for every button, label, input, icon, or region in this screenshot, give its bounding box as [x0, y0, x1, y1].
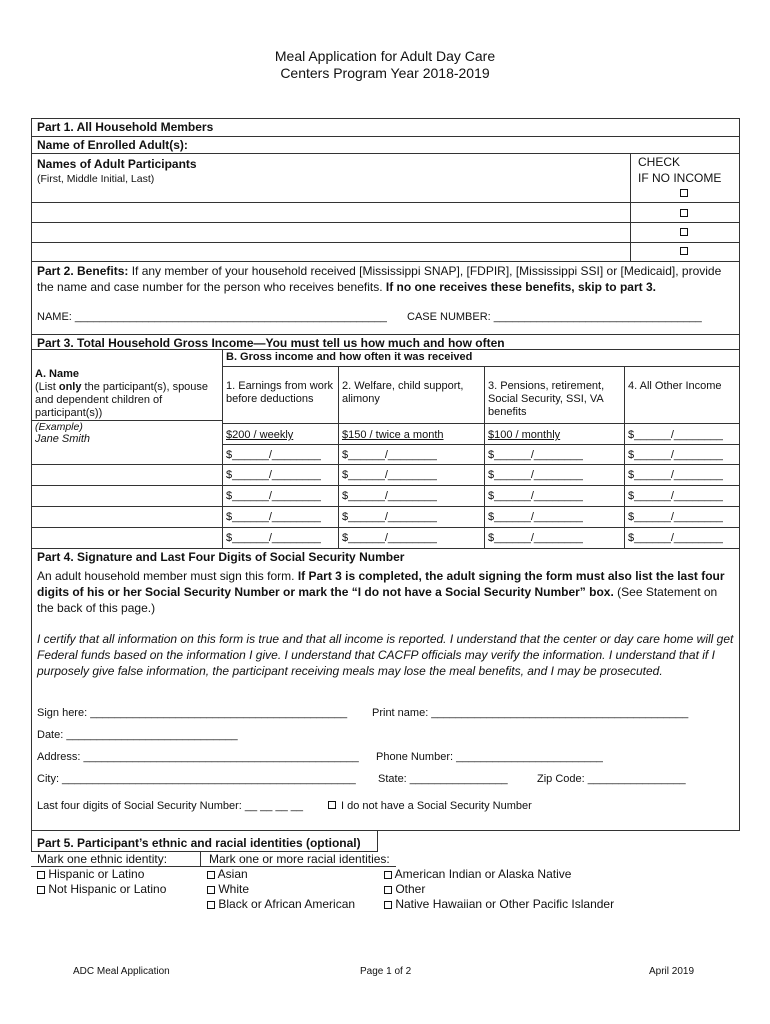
- income-field-r5-c2[interactable]: $______/________: [342, 532, 437, 544]
- participant-name-field-2[interactable]: [32, 223, 629, 241]
- no-ssn-label: I do not have a Social Security Number: [341, 800, 532, 812]
- part2-heading: Part 2. Benefits:: [37, 264, 129, 278]
- race-option-black[interactable]: Black or African American: [207, 897, 355, 911]
- income-field-r1-c4[interactable]: $______/________: [628, 449, 723, 461]
- checkbox-icon: [207, 871, 215, 879]
- income-field-r5-c3[interactable]: $______/________: [488, 532, 583, 544]
- phone-field[interactable]: Phone Number: ________________________: [376, 751, 603, 763]
- no-income-checkbox-1[interactable]: [680, 189, 688, 197]
- income-field-r4-c3[interactable]: $______/________: [488, 511, 583, 523]
- no-ssn-checkbox[interactable]: [328, 801, 336, 809]
- footer-left: ADC Meal Application: [73, 966, 170, 977]
- case-number-field[interactable]: CASE NUMBER: __________________________________: [407, 311, 702, 323]
- date-field[interactable]: Date: ____________________________: [37, 729, 238, 741]
- zip-field[interactable]: Zip Code: ________________: [537, 773, 686, 785]
- income-field-r2-c2[interactable]: $______/________: [342, 469, 437, 481]
- participant-name-field-1[interactable]: [32, 203, 629, 221]
- income-field-r3-c2[interactable]: $______/________: [342, 490, 437, 502]
- income-field-r4-c2[interactable]: $______/________: [342, 511, 437, 523]
- income-header-welfare: 2. Welfare, child support, alimony: [342, 380, 464, 405]
- part4-intro: An adult household member must sign this form. If Part 3 is completed, the adult signing the form must also list the last four digits of his or her Social Security Number or mark the “I do not have a Social Security Number” box. (See Statement on the back of this page.): [37, 569, 725, 615]
- city-field[interactable]: City: ________________________________________________: [37, 773, 356, 785]
- part2-body: If any member of your household received [Mississippi SNAP], [FDPIR], [Mississippi SSI] or [Medicaid], provide the name and case number for the person who receives benefits.: [37, 264, 722, 294]
- names-sublabel: (First, Middle Initial, Last): [37, 173, 155, 185]
- enrolled-label: Name of Enrolled Adult(s):: [37, 138, 188, 152]
- income-field-r5-c1[interactable]: $______/________: [226, 532, 321, 544]
- racial-label: Mark one or more racial identities:: [209, 852, 390, 866]
- form-title-line1: Meal Application for Adult Day Care: [274, 48, 496, 64]
- part1-heading: Part 1. All Household Members: [37, 120, 214, 134]
- income-field-r2-c3[interactable]: $______/________: [488, 469, 583, 481]
- example-name: Jane Smith: [35, 433, 91, 445]
- state-field[interactable]: State: ________________: [378, 773, 508, 785]
- names-label: Names of Adult Participants: [37, 157, 197, 171]
- income-field-r2-c4[interactable]: $______/________: [628, 469, 723, 481]
- col-a-sub: (List only the participant(s), spouse and dependent children of participant(s)): [35, 381, 209, 419]
- income-header-other: 4. All Other Income: [628, 380, 722, 392]
- sign-field[interactable]: Sign here: __________________________________________: [37, 707, 348, 719]
- checkbox-icon: [37, 871, 45, 879]
- part4-heading: Part 4. Signature and Last Four Digits of Social Security Number: [37, 550, 405, 564]
- col-b-heading: B. Gross income and how often it was received: [226, 351, 473, 363]
- part2-skip-note: If no one receives these benefits, skip to part 3.: [385, 280, 656, 294]
- example-label: (Example): [35, 421, 83, 433]
- benefit-name-field[interactable]: NAME: ___________________________________________________: [37, 311, 387, 323]
- part2-text: [37, 263, 732, 295]
- checkbox-icon: [384, 886, 392, 894]
- example-other: $______/________: [628, 429, 723, 441]
- ethnic-option-not-hispanic[interactable]: Not Hispanic or Latino: [37, 882, 166, 896]
- footer-page: Page 1 of 2: [360, 966, 412, 977]
- race-option-american-indian[interactable]: American Indian or Alaska Native: [384, 867, 571, 881]
- no-income-checkbox-3[interactable]: [680, 228, 688, 236]
- no-income-checkbox-4[interactable]: [680, 247, 688, 255]
- race-option-native-hawaiian[interactable]: Native Hawaiian or Other Pacific Islander: [384, 897, 614, 911]
- print-name-field[interactable]: Print name: __________________________________________: [372, 707, 689, 719]
- ethnic-label: Mark one ethnic identity:: [37, 852, 168, 866]
- income-field-r5-c4[interactable]: $______/________: [628, 532, 723, 544]
- part5-heading: Part 5. Participant’s ethnic and racial identities (optional): [37, 836, 361, 850]
- income-field-r1-c3[interactable]: $______/________: [488, 449, 583, 461]
- check-label-1: CHECK: [638, 155, 681, 169]
- check-label-2: IF NO INCOME: [638, 171, 722, 185]
- certification-statement: I certify that all information on this form is true and that all income is reported. I understand that the center or day care home will get Federal funds based on the information I give. I understand that CACFP officials may verify the information. I understand that if I purposely give false information, the participant receiving meals may lose the meal benefits, and I may be prosecuted.: [37, 632, 734, 678]
- ssn-field[interactable]: Last four digits of Social Security Number: __ __ __ __: [37, 800, 303, 812]
- checkbox-icon: [384, 871, 392, 879]
- income-field-r3-c3[interactable]: $______/________: [488, 490, 583, 502]
- income-field-r4-c1[interactable]: $______/________: [226, 511, 321, 523]
- checkbox-icon: [207, 901, 215, 909]
- checkbox-icon: [384, 901, 392, 909]
- participant-name-field-3[interactable]: [32, 243, 629, 260]
- col-a-heading: A. Name: [35, 368, 80, 380]
- income-field-r1-c2[interactable]: $______/________: [342, 449, 437, 461]
- checkbox-icon: [37, 886, 45, 894]
- income-header-earnings: 1. Earnings from work before deductions: [226, 380, 333, 405]
- ethnic-option-hispanic[interactable]: Hispanic or Latino: [37, 867, 144, 881]
- race-option-white[interactable]: White: [207, 882, 249, 896]
- example-earnings: $200 / weekly: [226, 429, 294, 441]
- footer-date: April 2019: [649, 966, 695, 977]
- race-option-other[interactable]: Other: [384, 882, 425, 896]
- income-field-r2-c1[interactable]: $______/________: [226, 469, 321, 481]
- no-income-checkbox-2[interactable]: [680, 209, 688, 217]
- income-field-r3-c1[interactable]: $______/________: [226, 490, 321, 502]
- income-field-r3-c4[interactable]: $______/________: [628, 490, 723, 502]
- form-title-line2: Centers Program Year 2018-2019: [280, 65, 490, 81]
- race-option-asian[interactable]: Asian: [207, 867, 248, 881]
- example-pensions: $100 / monthly: [488, 429, 561, 441]
- part3-heading: Part 3. Total Household Gross Income—You must tell us how much and how often: [37, 336, 505, 350]
- income-field-r4-c4[interactable]: $______/________: [628, 511, 723, 523]
- address-field[interactable]: Address: _____________________________________________: [37, 751, 359, 763]
- income-header-pensions: 3. Pensions, retirement, Social Security, SSI, VA benefits: [488, 380, 605, 418]
- example-welfare: $150 / twice a month: [342, 429, 444, 441]
- checkbox-icon: [207, 886, 215, 894]
- income-field-r1-c1[interactable]: $______/________: [226, 449, 321, 461]
